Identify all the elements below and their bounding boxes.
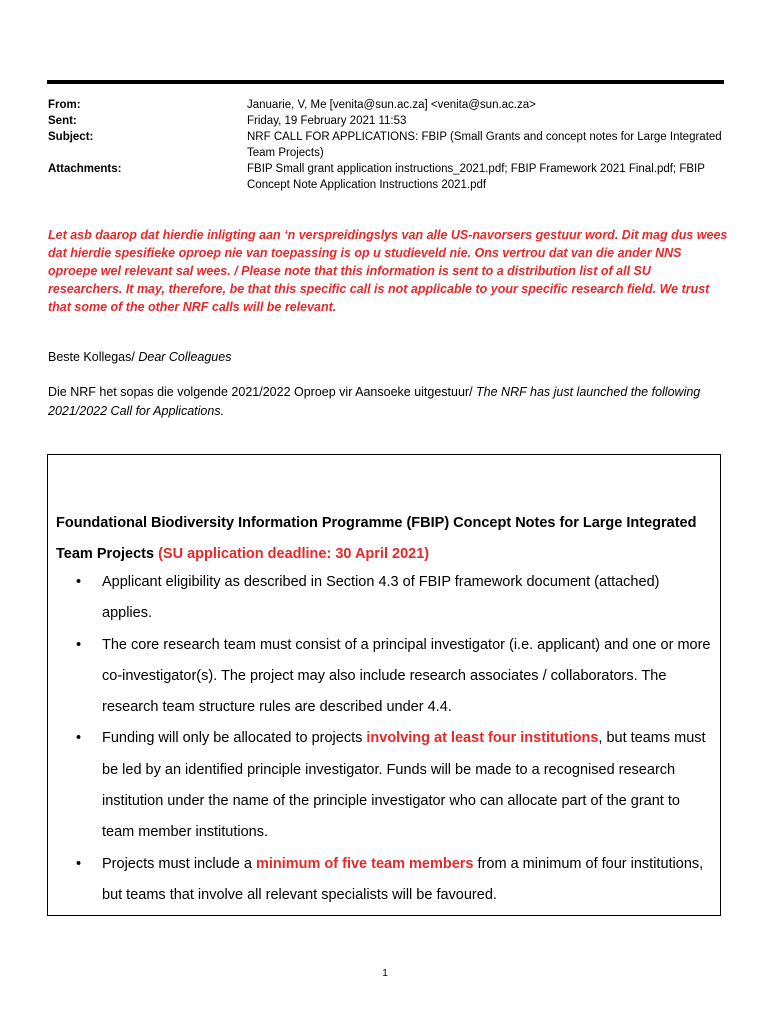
attachments-row [48, 161, 728, 193]
attachments-label: Attachments: [48, 163, 122, 175]
from-label: From: [48, 99, 81, 111]
bullet-text-continued: , but teams must be led by an identified principle investigator. Funds will be made to a recognised research institution under the name of the principle investigator who can allocate part of the grant to team member institutions. [102, 730, 706, 841]
bullet-text: Projects must include a [102, 855, 256, 872]
sent-value: Friday, 19 February 2021 11:53 [247, 115, 407, 127]
intro-paragraph [48, 383, 728, 421]
greeting-afrikaans: Beste Kollegas/ [48, 350, 139, 364]
email-header [48, 97, 728, 193]
distribution-notice: Let asb daarop dat hierdie inligting aan ‘n verspreidingslys van alle US-navorsers gestuur word. Dit mag dus wees dat hierdie spesifieke oproep nie van toepassing is op u studieveld nie. Ons vertrou dat van die ander NNS oproepe wel relevant sal wees. / Please note that this information is sent to a distribution list of all SU researchers. It may, therefore, be that this specific call is not applicable to your specific research field. We trust that some of the other NRF calls will be relevant. [48, 228, 728, 314]
bullet-text: Funding will only be allocated to projects [102, 730, 367, 747]
bullet-highlight: involving at least four institutions [366, 730, 599, 747]
bullet-text-continued: from a minimum of four institutions, but teams that involve all relevant specialists will be favoured. [102, 855, 704, 903]
bullet-text: The core research team must consist of a principal investigator (i.e. applicant) and one or more co-investigator(s). The project may also include research associates / collaborators. The research team structure rules are described under 4.4. [102, 636, 711, 716]
subject-row [48, 129, 728, 161]
call-details-box [47, 454, 721, 916]
subject-value: NRF CALL FOR APPLICATIONS: FBIP (Small Grants and concept notes for Large Integrated Team Projects) [247, 131, 722, 159]
greeting-english: Dear Colleagues [138, 350, 232, 364]
bullet-icon: • [76, 636, 82, 653]
list-item [56, 567, 712, 630]
sent-row [48, 113, 728, 129]
header-rule [47, 80, 724, 84]
list-item [56, 723, 712, 848]
from-row [48, 97, 728, 113]
requirements-list [56, 567, 712, 911]
subject-label: Subject: [48, 131, 94, 143]
list-item [56, 630, 712, 724]
from-value: Januarie, V, Me [venita@sun.ac.za] <venita@sun.ac.za> [247, 99, 536, 111]
call-title-text: Foundational Biodiversity Information Programme (FBIP) Concept Notes for Large Integrated Team Projects [56, 515, 697, 562]
attachments-value: FBIP Small grant application instructions_2021.pdf; FBIP Framework 2021 Final.pdf; FBIP Concept Note Application Instructions 2021.pdf [247, 163, 705, 191]
intro-afrikaans: Die NRF het sopas die volgende 2021/2022 Oproep vir Aansoeke uitgestuur/ [48, 385, 477, 399]
bullet-icon: • [76, 855, 82, 872]
greeting [48, 348, 728, 366]
bullet-icon: • [76, 730, 82, 747]
page-number: 1 [382, 968, 388, 979]
bullet-text: Applicant eligibility as described in Section 4.3 of FBIP framework document (attached) applies. [102, 574, 660, 622]
sent-label: Sent: [48, 115, 77, 127]
intro-english: The NRF has just launched the following 2021/2022 Call for Applications. [48, 385, 701, 418]
list-item [56, 849, 712, 912]
application-deadline: (SU application deadline: 30 April 2021) [158, 546, 430, 562]
bullet-icon: • [76, 574, 82, 590]
call-title [56, 508, 706, 570]
bullet-highlight: minimum of five team members [255, 855, 474, 872]
